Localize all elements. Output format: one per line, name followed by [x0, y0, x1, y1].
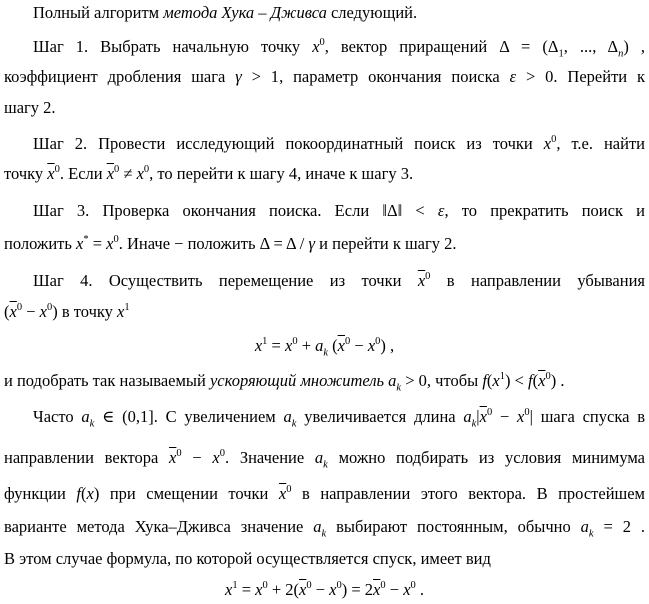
- text: положить: [4, 234, 77, 253]
- text: и перейти к шагу 2.: [315, 234, 457, 253]
- often-line2: направлении вектора $\overline{x}^0 - x^0$. Значение $a_k$ можно подбирать из условия минимума: [4, 448, 646, 471]
- step1-line3: [4, 98, 645, 118]
- text: в точку: [57, 302, 118, 321]
- step1-line1: Шаг 1. Выбрать начальную точку $x^0$, вектор приращений $\Delta = (\Delta_1$, ..., $\Delta_n$) ,: [33, 37, 646, 60]
- text: шага спуска в: [532, 407, 645, 426]
- text: , т.е. найти: [556, 134, 646, 153]
- text: , чтобы: [426, 371, 483, 390]
- text: . Значение: [224, 448, 315, 467]
- text: точку: [4, 164, 48, 183]
- text: В этом случае формула, по которой осуществляется спуск, имеет вид: [4, 549, 491, 568]
- text: направлении вектора: [4, 448, 170, 467]
- step3-line1: Шаг 3. Проверка окончания поиска. Если ‖Δ‖ < ε, то прекратить поиск и: [33, 201, 645, 220]
- text: . Перейти к: [553, 67, 646, 86]
- text: . Если: [59, 164, 107, 183]
- text: Шаг 4. Осуществить перемещение из точки: [33, 271, 418, 290]
- text: Шаг 3. Проверка окончания поиска. Если: [33, 201, 383, 220]
- often-line5: [4, 549, 645, 569]
- intro-text: Полный алгоритм: [33, 3, 164, 22]
- text: Шаг 1. Выбрать начальную точку: [33, 37, 313, 56]
- often-line4: варианте метода Хука–Дживса значение $a_k$ выбирают постоянным, обычно $a_k = 2$ .: [4, 517, 645, 540]
- step3-line2: положить $x^* = x^0$. Иначе − положить Δ = Δ / γ и перейти к шагу 2.: [4, 234, 457, 253]
- accelerating-multiplier: ускоряющий множитель: [209, 371, 385, 390]
- formula-step4: $x^1 = x^0 + a_k$ $(\overline{x}^0 - x^0)$ ,: [254, 336, 395, 359]
- text: при смещении точки: [99, 484, 279, 503]
- text: Шаг 2. Провести исследующий покоординатный поиск из точки: [33, 134, 544, 153]
- text: . С увеличением: [153, 407, 284, 426]
- often-line1: Часто $a_k$ ∈ (0,1]. С увеличением $a_k$ увеличивается длина $a_k|\overline{x}^0 - x^0|$ шага спуска в: [33, 407, 645, 430]
- text: увеличивается длина: [296, 407, 464, 426]
- text: функции: [4, 484, 77, 503]
- step2-line2: точку $\overline{x}^0$. Если $\overline{x}^0 \ne x^0$, то перейти к шагу 4, иначе к шагу 3.: [4, 164, 414, 183]
- text: , то прекратить поиск и: [444, 201, 645, 220]
- method-name: метода Хука – Дживса: [163, 3, 327, 22]
- step2-line1: Шаг 2. Провести исследующий покоординатный поиск из точки $x^0$, т.е. найти: [33, 134, 646, 153]
- text: в направлении убывания: [430, 271, 645, 290]
- text: можно подбирать из условия минимума: [327, 448, 646, 467]
- step4-line2: $(\overline{x}^0 - x^0)$ в точку $x^1$: [4, 302, 130, 321]
- formula-final: $x^1 = x^0 + 2(\overline{x}^0 - x^0) = 2\overline{x}^0 - x^0$ .: [224, 580, 425, 599]
- text: шагу 2.: [4, 98, 56, 117]
- intro-text-end: следующий.: [326, 3, 418, 22]
- text: , вектор приращений: [324, 37, 500, 56]
- often-line3: функции f(x) при смещении точки $\overline{x}^0$ в направлении этого вектора. В простейшем: [4, 484, 645, 503]
- text: , то перейти к шагу 4, иначе к шагу 3.: [149, 164, 414, 183]
- text: и подобрать так называемый: [4, 371, 210, 390]
- text: Часто: [33, 407, 82, 426]
- step1-line2: коэффициент дробления шага γ > 1, параметр окончания поиска ε > 0. Перейти к: [4, 67, 646, 86]
- intro-line: [33, 3, 645, 23]
- step4-line1: Шаг 4. Осуществить перемещение из точки $\overline{x}^0$ в направлении убывания: [33, 271, 645, 290]
- text: варианте метода Хука–Дживса значение: [4, 517, 314, 536]
- text: . Иначе − положить: [118, 234, 260, 253]
- text: в направлении этого вектора. В простейшем: [291, 484, 645, 503]
- step4-line4: и подобрать так называемый ускоряющий множитель $a_k > 0$, чтобы $f(x^1) < f(\overline{x}^0)$ .: [4, 371, 565, 394]
- text: коэффициент дробления шага: [4, 67, 236, 86]
- text: выбирают постоянным, обычно: [326, 517, 581, 536]
- text: , параметр окончания поиска: [279, 67, 510, 86]
